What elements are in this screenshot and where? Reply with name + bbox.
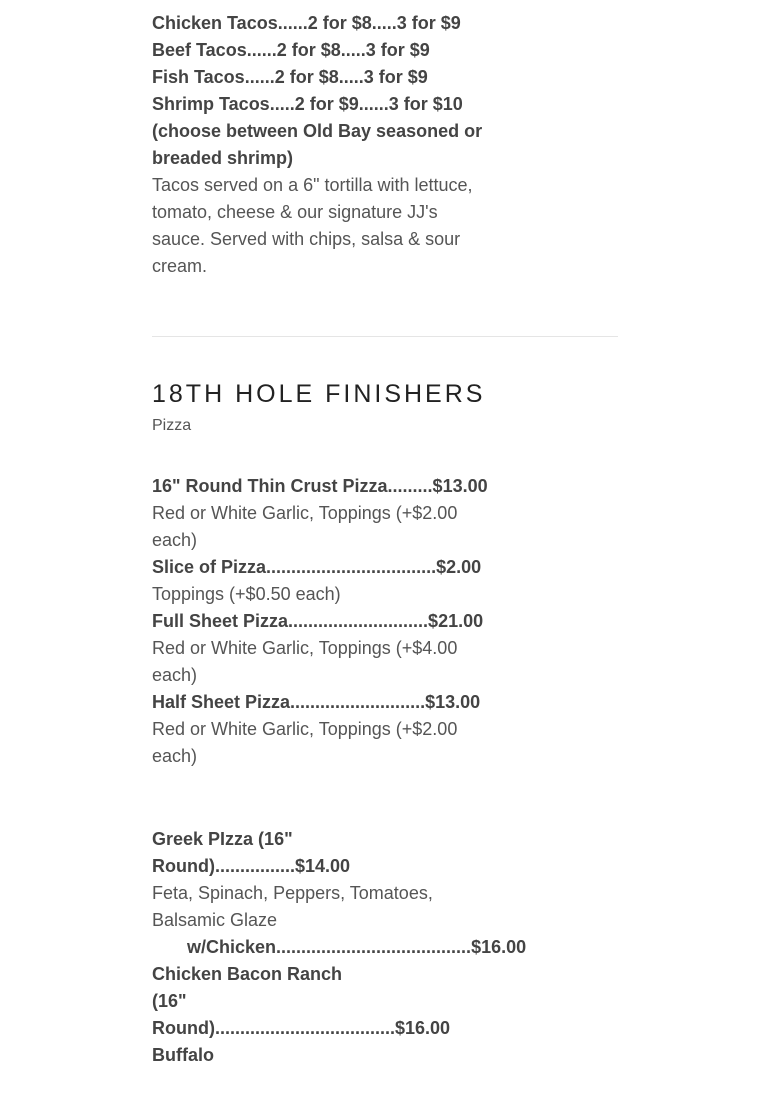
tacos-section bbox=[152, 10, 492, 280]
menu-item-beef-tacos: Beef Tacos......2 for $8.....3 for $9 bbox=[152, 40, 430, 60]
menu-item-slice-pizza: Slice of Pizza..................................$2.00 bbox=[152, 557, 482, 577]
menu-item-chicken-bacon-ranch: Chicken Bacon Ranch bbox=[152, 964, 343, 984]
pizza-list bbox=[152, 473, 492, 770]
tacos-description: Tacos served on a 6" tortilla with lettuce, tomato, cheese & our signature JJ's sauce. Served with chips, salsa & sour cream. bbox=[152, 175, 473, 276]
menu-item-chicken-bacon-ranch-price: Round)....................................$16.00 bbox=[152, 1018, 451, 1038]
menu-item-half-sheet-pizza-desc: Red or White Garlic, Toppings (+$2.00 each) bbox=[152, 719, 458, 766]
section-divider bbox=[152, 336, 618, 337]
menu-item-round-pizza-desc: Red or White Garlic, Toppings (+$2.00 each) bbox=[152, 503, 458, 550]
menu-item-chicken-tacos: Chicken Tacos......2 for $8.....3 for $9 bbox=[152, 13, 461, 33]
menu-item-greek-pizza-chicken bbox=[152, 934, 527, 961]
menu-item-full-sheet-pizza: Full Sheet Pizza............................$21.00 bbox=[152, 611, 484, 631]
menu-content bbox=[152, 10, 618, 1069]
section-subtitle-pizza: Pizza bbox=[152, 417, 192, 434]
menu-item-buffalo: Buffalo bbox=[152, 1045, 214, 1065]
menu-item-greek-pizza-desc: Feta, Spinach, Peppers, Tomatoes, Balsamic Glaze bbox=[152, 883, 433, 930]
specialty-pizza-list bbox=[152, 826, 527, 1069]
shrimp-tacos-note: (choose between Old Bay seasoned or breaded shrimp) bbox=[152, 121, 483, 168]
menu-item-full-sheet-pizza-desc: Red or White Garlic, Toppings (+$4.00 each) bbox=[152, 638, 458, 685]
menu-item-slice-pizza-desc: Toppings (+$0.50 each) bbox=[152, 584, 341, 604]
menu-item-greek-pizza: Greek PIzza (16" Round)................$14.00 bbox=[152, 829, 351, 876]
menu-item-fish-tacos: Fish Tacos......2 for $8.....3 for $9 bbox=[152, 67, 428, 87]
menu-item-half-sheet-pizza: Half Sheet Pizza...........................$13.00 bbox=[152, 692, 481, 712]
section-title-finishers: 18TH HOLE FINISHERS bbox=[152, 380, 486, 408]
greek-chicken-price: w/Chicken.......................................$16.00 bbox=[187, 937, 527, 957]
menu-item-shrimp-tacos: Shrimp Tacos.....2 for $9......3 for $10 bbox=[152, 94, 463, 114]
menu-item-chicken-bacon-ranch-size: (16" bbox=[152, 991, 187, 1011]
menu-item-round-pizza: 16" Round Thin Crust Pizza.........$13.00 bbox=[152, 476, 488, 496]
